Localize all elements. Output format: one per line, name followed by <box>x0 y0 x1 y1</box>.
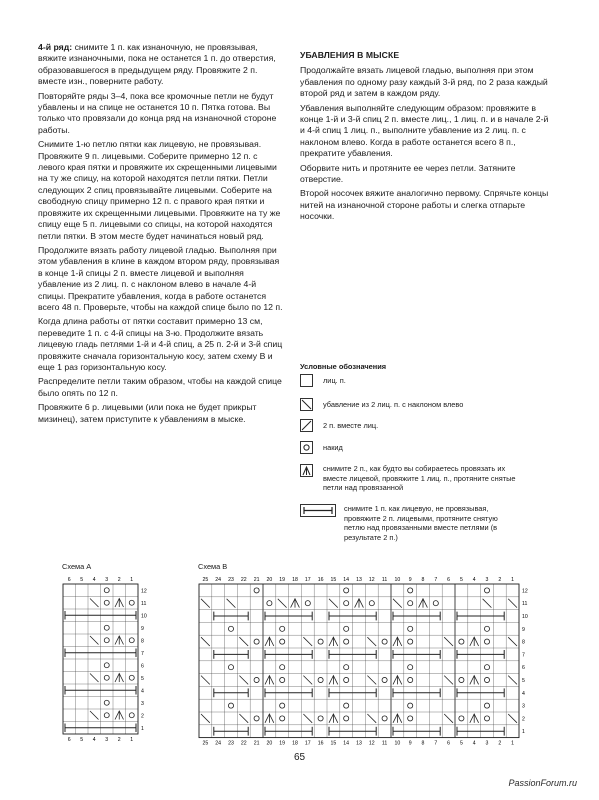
column-number: 3 <box>105 737 109 743</box>
ssk-symbol <box>239 637 248 646</box>
column-number: 1 <box>511 740 515 747</box>
column-number: 4 <box>472 577 476 583</box>
yarn-over-symbol <box>318 716 323 721</box>
ssk-symbol <box>508 599 517 608</box>
ssk-symbol <box>90 711 99 720</box>
row-number: 9 <box>522 626 525 633</box>
yarn-over-symbol <box>104 588 109 593</box>
paragraph-distribute: Распределите петли таким образом, чтобы на каждой спице было опять по 12 п. <box>38 376 282 398</box>
row-number: 1 <box>141 725 144 732</box>
blank-square-icon <box>300 374 313 387</box>
double-decrease-symbol <box>265 676 274 685</box>
column-number: 18 <box>292 577 298 583</box>
yarn-over-symbol <box>484 639 489 644</box>
column-number: 20 <box>266 577 273 583</box>
column-number: 11 <box>381 740 388 747</box>
column-number: 5 <box>80 737 84 743</box>
row-number: 11 <box>141 600 147 607</box>
yarn-over-symbol <box>484 588 489 593</box>
double-decrease-symbol <box>115 599 124 608</box>
double-decrease-symbol <box>265 714 274 723</box>
ssk-symbol <box>90 636 99 645</box>
yarn-over-symbol <box>280 677 285 682</box>
ssk-symbol <box>393 599 402 608</box>
left-text-column <box>38 42 286 428</box>
row-number: 6 <box>522 665 525 672</box>
legend-text: лиц. п. <box>323 376 346 385</box>
column-number: 22 <box>240 577 247 583</box>
column-number: 16 <box>317 577 324 583</box>
cable-bar-icon <box>300 504 336 517</box>
yarn-over-symbol <box>484 716 489 721</box>
watermark: PassionForum.ru <box>508 778 577 788</box>
column-number: 8 <box>421 740 425 747</box>
double-decrease-symbol <box>393 714 402 723</box>
column-number: 11 <box>381 577 388 583</box>
ssk-symbol <box>90 599 99 608</box>
column-number: 3 <box>105 577 109 583</box>
yarn-over-symbol <box>344 588 349 593</box>
row-number: 12 <box>141 588 147 595</box>
ssk-symbol <box>239 714 248 723</box>
yarn-over-symbol <box>228 665 233 670</box>
yarn-over-symbol <box>484 677 489 682</box>
yarn-over-symbol <box>305 601 310 606</box>
yarn-over-symbol <box>408 639 413 644</box>
row-number: 6 <box>141 663 144 670</box>
yarn-over-symbol <box>104 675 109 680</box>
column-number: 5 <box>459 577 463 583</box>
yarn-over-symbol <box>382 639 387 644</box>
column-number: 25 <box>202 740 209 747</box>
column-number: 19 <box>279 577 286 583</box>
cable-bar-symbol <box>214 612 248 621</box>
circle-icon <box>300 441 313 454</box>
column-number: 10 <box>394 577 401 583</box>
ssk-symbol <box>201 714 210 723</box>
yarn-over-symbol <box>104 713 109 718</box>
yarn-over-symbol <box>129 638 134 643</box>
yarn-over-symbol <box>280 703 285 708</box>
row-number: 11 <box>522 601 528 608</box>
column-number: 20 <box>266 740 273 747</box>
yarn-over-symbol <box>280 665 285 670</box>
yarn-over-symbol <box>369 601 374 606</box>
ssk-symbol <box>278 599 287 608</box>
page-number: 65 <box>293 752 306 763</box>
row-number: 3 <box>141 700 144 707</box>
section-heading: УБАВЛЕНИЯ В МЫСКЕ <box>300 50 400 60</box>
column-number: 10 <box>394 740 401 747</box>
yarn-over-symbol <box>104 638 109 643</box>
chart-a <box>55 574 165 756</box>
column-number: 6 <box>447 740 451 747</box>
yarn-over-symbol <box>104 663 109 668</box>
double-decrease-symbol <box>355 599 364 608</box>
yarn-over-symbol <box>228 626 233 631</box>
column-number: 5 <box>459 740 463 747</box>
yarn-over-symbol <box>344 665 349 670</box>
yarn-over-symbol <box>344 716 349 721</box>
double-decrease-symbol <box>291 599 300 608</box>
column-number: 5 <box>80 577 84 583</box>
column-number: 2 <box>498 577 502 583</box>
double-decrease-symbol <box>470 637 479 646</box>
row-number: 5 <box>522 678 525 684</box>
yarn-over-symbol <box>280 626 285 631</box>
cable-bar-symbol <box>214 650 248 659</box>
ssk-symbol <box>508 637 517 646</box>
ssk-symbol <box>508 714 517 723</box>
yarn-over-symbol <box>254 716 259 721</box>
column-number: 17 <box>304 577 311 583</box>
paragraph-toe-start: Провяжите 6 р. лицевыми (или пока не будет прикрыт мизинец), затем приступите к убавлениям в мыске. <box>38 402 257 424</box>
paragraph-repeat-rows: Повторяйте ряды 3–4, пока все кромочные петли не будут убавлены и на спице не останется 10 п. Пятка готова. Вы только что провязали до конца ряд на изнаночной стороне работы. <box>38 90 277 135</box>
yarn-over-symbol <box>484 626 489 631</box>
column-number: 3 <box>485 577 489 583</box>
column-number: 12 <box>368 577 375 583</box>
legend <box>300 362 560 542</box>
ssk-symbol <box>483 599 492 608</box>
column-number: 13 <box>356 740 362 747</box>
row-number: 9 <box>141 625 144 632</box>
double-decrease-symbol <box>470 676 479 685</box>
column-number: 14 <box>343 740 350 747</box>
yarn-over-symbol <box>280 639 285 644</box>
yarn-over-symbol <box>408 665 413 670</box>
right-text-column <box>300 50 555 226</box>
double-decrease-symbol <box>470 714 479 723</box>
paragraph-heel-pickup: Снимите 1-ю петлю пятки как лицевую, не провязывая. Провяжите 9 п. лицевыми. Соберите примерно 12 п. с левого края пятки и провяжите их скрещенными лицевыми на ту же спицу, на которой находятся петли пятки. Петли следующих 2 спиц провязывайте лицевыми. Соберите на свободную спицу примерно 12 п. с правого края пятки и провяжите их скрещенными лицевыми. Провяжите на ту же спицу еще 5 п. лицевыми со спицы, на которой находятся петли пятки. В этом месте будет начинаться новый ряд. <box>38 139 281 241</box>
legend-text: снимите 1 п. как лицевую, не провязывая, провяжите 2 п. лицевыми, протяните снятую петлю над провязанными вместе петлями (в результате 2 п.) <box>344 504 498 542</box>
column-number: 24 <box>215 577 222 583</box>
yarn-over-symbol <box>104 600 109 605</box>
row4-lead: 4-й ряд: <box>38 42 73 52</box>
ssk-symbol <box>303 714 312 723</box>
double-decrease-symbol <box>393 676 402 685</box>
row-number: 8 <box>522 639 525 646</box>
column-number: 4 <box>92 577 96 583</box>
yarn-over-symbol <box>129 713 134 718</box>
double-decrease-symbol <box>265 637 274 646</box>
legend-item-yo <box>300 441 343 454</box>
column-number: 1 <box>511 577 515 583</box>
row-number: 7 <box>141 650 144 657</box>
paragraph-length: Когда длина работы от пятки составит примерно 13 см, переведите 1 п. с 4-й спицы на 3-ю. Продолжите вязать лицевую гладь петлями 1-й и 4-й спиц, а 25 п. 2-й и 3-й спиц провяжите сначала горизонтальную косу, затем схему В и еще 1 раз горизонтальную косу. <box>38 316 283 372</box>
cable-bar-symbol <box>214 727 248 736</box>
column-number: 23 <box>228 577 234 583</box>
row-number: 12 <box>522 588 528 595</box>
ssk-symbol <box>444 714 453 723</box>
paragraph-toe-2: Убавления выполняйте следующим образом: провяжите в конце 1-й и 3-й спиц 2 п. вместе лиц., 1 лиц. п. и в начале 2-й и 4-й спиц 1 лиц. п., выполните убавление из 2 лиц. п. с наклоном влево. Когда в работе останется всего 8 п., прекратите убавления. <box>300 102 549 159</box>
row-number: 8 <box>141 638 144 645</box>
legend-item-knit <box>300 374 346 387</box>
chart-b <box>193 574 538 756</box>
column-number: 6 <box>67 577 71 583</box>
column-number: 22 <box>240 740 247 747</box>
yarn-over-symbol <box>408 588 413 593</box>
double-decrease-symbol <box>115 711 124 720</box>
double-decrease-symbol <box>115 674 124 683</box>
column-number: 2 <box>117 737 121 743</box>
row-number: 1 <box>522 729 525 736</box>
yarn-over-symbol <box>459 716 464 721</box>
column-number: 25 <box>202 577 209 583</box>
yarn-over-symbol <box>129 600 134 605</box>
column-number: 23 <box>228 740 234 747</box>
ssk-symbol <box>508 676 517 685</box>
paragraph-row4 <box>38 42 286 88</box>
row-number: 10 <box>522 614 528 620</box>
cable-bar-symbol <box>214 688 248 697</box>
row-number: 2 <box>141 713 144 720</box>
yarn-over-symbol <box>484 703 489 708</box>
column-number: 7 <box>434 740 438 747</box>
yarn-over-symbol <box>344 677 349 682</box>
yarn-over-symbol <box>254 639 259 644</box>
column-number: 8 <box>421 577 425 583</box>
ssk-symbol <box>90 674 99 683</box>
ssk-symbol <box>303 637 312 646</box>
yarn-over-symbol <box>254 677 259 682</box>
column-number: 4 <box>92 737 96 743</box>
yarn-over-symbol <box>408 626 413 631</box>
ssk-symbol <box>367 714 376 723</box>
yarn-over-symbol <box>344 639 349 644</box>
double-decrease-symbol <box>419 599 428 608</box>
column-number: 2 <box>117 577 121 583</box>
yarn-over-symbol <box>254 588 259 593</box>
column-number: 4 <box>472 740 476 747</box>
column-number: 3 <box>485 740 489 747</box>
column-number: 14 <box>343 577 350 583</box>
legend-text: убавление из 2 лиц. п. с наклоном влево <box>323 400 464 409</box>
ssk-symbol <box>303 676 312 685</box>
paragraph-toe-4: Второй носочек вяжите аналогично первому. Спрячьте концы нитей на изнаночной стороне работы и слегка отпарьте носочки. <box>300 188 549 222</box>
column-number: 1 <box>130 577 134 583</box>
legend-text: снимите 2 п., как будто вы собираетесь провязать их вместе лицевой, провяжите 1 лиц. п., протяните снятые петли над провязанной <box>323 464 516 492</box>
yarn-over-symbol <box>267 601 272 606</box>
legend-item-cable <box>300 504 514 542</box>
yarn-over-symbol <box>318 677 323 682</box>
legend-text: накид <box>323 443 343 452</box>
ssk-symbol <box>227 599 236 608</box>
ssk-symbol <box>239 676 248 685</box>
ssk-symbol <box>329 599 338 608</box>
column-number: 6 <box>67 737 71 743</box>
yarn-over-symbol <box>280 716 285 721</box>
yarn-over-symbol <box>433 601 438 606</box>
yarn-over-symbol <box>344 626 349 631</box>
column-number: 21 <box>253 577 260 583</box>
ssk-symbol <box>367 637 376 646</box>
column-number: 15 <box>330 577 337 583</box>
column-number: 19 <box>279 740 286 747</box>
column-number: 17 <box>304 740 311 747</box>
legend-item-ssk <box>300 398 463 411</box>
ssk-symbol <box>367 676 376 685</box>
column-number: 16 <box>317 740 324 747</box>
yarn-over-symbol <box>104 625 109 630</box>
row-number: 4 <box>141 688 144 695</box>
yarn-over-symbol <box>344 601 349 606</box>
paragraph-toe-1: Продолжайте вязать лицевой гладью, выполняя при этом убавления по одному разу каждый 3-й ряд, по 2 раза каждый второй ряд и затем в каждом ряду. <box>300 65 548 99</box>
column-number: 18 <box>292 740 298 747</box>
column-number: 13 <box>356 577 362 583</box>
row-number: 10 <box>141 613 147 620</box>
ssk-symbol <box>201 676 210 685</box>
yarn-over-symbol <box>228 703 233 708</box>
yarn-over-symbol <box>408 677 413 682</box>
ssk-symbol <box>444 676 453 685</box>
paragraph-gusset: Продолжите вязать работу лицевой гладью. Выполняя при этом убавления в клине в каждом втором ряду, провязывая в конце 1-й спицы 2 п. вместе лицевой и выполняя убавление из 2 лиц. п. с наклоном влево в начале 4-й спицы. Прекратите убавления, когда в работе останется всего 48 п. Проверьте, чтобы на каждой спице было по 12 п. <box>38 244 283 312</box>
legend-item-k2tog <box>300 419 378 432</box>
column-number: 2 <box>498 740 502 747</box>
paragraph-toe-3: Оборвите нить и протяните ее через петли. Затяните отверстие. <box>300 162 516 185</box>
legend-text: 2 п. вместе лиц. <box>323 421 379 430</box>
yarn-over-symbol <box>459 677 464 682</box>
yarn-over-symbol <box>484 665 489 670</box>
row-number: 3 <box>522 703 525 710</box>
ssk-symbol <box>201 637 210 646</box>
chart-a-title: Схема А <box>62 562 92 571</box>
yarn-over-symbol <box>318 639 323 644</box>
ssk-symbol <box>444 637 453 646</box>
slash-left-icon <box>300 398 313 411</box>
column-number: 7 <box>434 577 438 583</box>
double-decrease-symbol <box>329 676 338 685</box>
yarn-over-symbol <box>344 703 349 708</box>
chart-b-title: Схема В <box>198 562 228 571</box>
column-number: 21 <box>253 740 260 747</box>
column-number: 24 <box>215 740 222 747</box>
yarn-over-symbol <box>129 675 134 680</box>
column-number: 9 <box>408 577 412 583</box>
yarn-over-symbol <box>408 703 413 708</box>
double-decrease-symbol <box>329 637 338 646</box>
column-number: 6 <box>447 577 451 583</box>
column-number: 1 <box>130 737 134 743</box>
double-decrease-icon <box>300 464 313 477</box>
yarn-over-symbol <box>459 639 464 644</box>
legend-item-cdd <box>300 464 523 493</box>
column-number: 9 <box>408 740 412 747</box>
row-number: 4 <box>522 690 525 697</box>
legend-title: Условные обозначения <box>300 362 387 371</box>
yarn-over-symbol <box>382 677 387 682</box>
yarn-over-symbol <box>408 716 413 721</box>
row-number: 2 <box>522 716 525 723</box>
row-number: 5 <box>141 675 144 682</box>
double-decrease-symbol <box>115 636 124 645</box>
ssk-symbol <box>201 599 210 608</box>
yarn-over-symbol <box>104 700 109 705</box>
row-number: 7 <box>522 652 525 659</box>
slash-right-icon <box>300 419 313 432</box>
yarn-over-symbol <box>382 716 387 721</box>
yarn-over-symbol <box>408 601 413 606</box>
double-decrease-symbol <box>393 637 402 646</box>
column-number: 12 <box>368 740 375 747</box>
double-decrease-symbol <box>329 714 338 723</box>
row4-text: снимите 1 п. как изнаночную, не провязывая, вяжите изнаночными, пока не останется 1 п. до отверстия, образовавшегося в предыдущем ряду. Провяжите 2 п. вместе изн., поверните работу. <box>38 42 276 87</box>
column-number: 15 <box>330 740 337 747</box>
